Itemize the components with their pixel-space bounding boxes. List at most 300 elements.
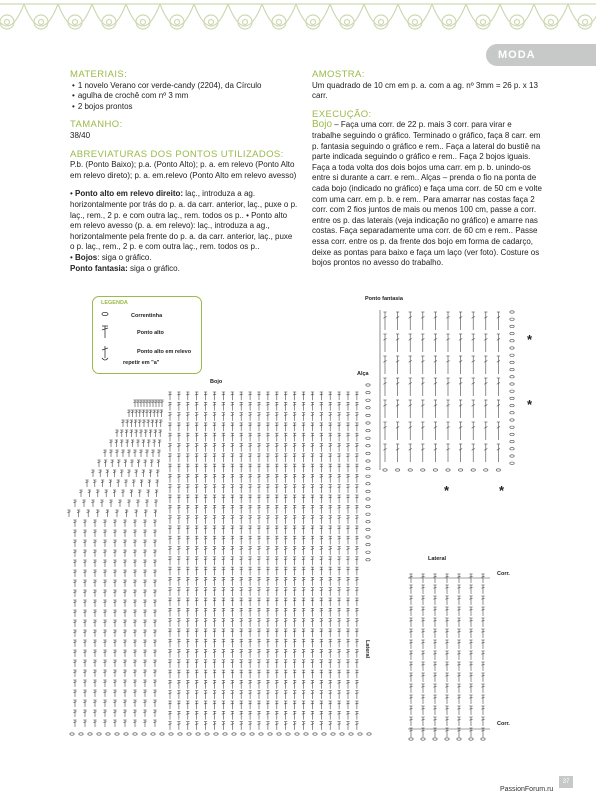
stitch-symbol [284, 505, 287, 513]
fantasia-text: siga o gráfico. [127, 263, 180, 273]
stitch-symbol [409, 444, 412, 462]
stitch-symbol [73, 650, 76, 657]
stitch-symbol [266, 464, 269, 472]
stitch-symbol [186, 536, 189, 544]
stitch-symbol [222, 485, 225, 493]
chain-symbol [510, 376, 514, 378]
stitch-symbol [186, 639, 189, 647]
stitch-symbol [433, 585, 436, 594]
stitch-symbol [320, 650, 323, 658]
stitch-symbol [355, 413, 358, 421]
label-alca: Alça [357, 371, 369, 377]
stitch-symbol [434, 378, 437, 396]
stitch-symbol [142, 410, 145, 417]
stitch-symbol [143, 700, 146, 707]
stitch-symbol [320, 444, 323, 452]
stitch-symbol [346, 557, 349, 565]
stitch-symbol [222, 433, 225, 441]
stitch-symbol [177, 619, 180, 627]
stitch-symbol [177, 464, 180, 472]
chain-symbol [241, 733, 245, 735]
stitch-symbol [275, 402, 278, 410]
stitch-symbol [469, 728, 472, 737]
stitch-symbol [257, 722, 260, 730]
stitch-symbol [186, 433, 189, 441]
stitch-symbol [93, 520, 96, 527]
stitch-symbol [83, 630, 86, 637]
stitch-symbol [293, 650, 296, 658]
stitch-symbol [346, 660, 349, 668]
stitch-symbol [469, 640, 472, 649]
chain-symbol [366, 467, 370, 469]
stitch-symbol [396, 378, 399, 396]
stitch-symbol [195, 444, 198, 452]
stitch-symbol [177, 598, 180, 606]
stitch-symbol [113, 540, 116, 547]
stitch-symbol [329, 598, 332, 606]
stitch-symbol [123, 630, 126, 637]
stitch-symbol [275, 722, 278, 730]
stitch-symbol [240, 464, 243, 472]
stitch-symbol [142, 420, 145, 427]
stitch-symbol [231, 722, 234, 730]
stitch-symbol [115, 450, 118, 457]
stitch-symbol [396, 334, 399, 352]
chain-symbol [340, 733, 344, 735]
stitch-symbol [133, 560, 136, 567]
stitch-symbol [222, 413, 225, 421]
stitch-symbol [284, 722, 287, 730]
stitch-symbol [83, 580, 86, 587]
stitch-symbol [257, 413, 260, 421]
stitch-symbol [257, 547, 260, 555]
stitch-symbol [153, 550, 156, 557]
bojos-paragraph: • Bojos: siga o gráfico. [70, 252, 152, 262]
chain-symbol [510, 426, 514, 428]
stitch-symbol [151, 420, 154, 427]
stitch-symbol [204, 598, 207, 606]
stitch-symbol [421, 585, 424, 594]
stitch-symbol [123, 670, 126, 677]
stitch-symbol [302, 670, 305, 678]
stitch-symbol [186, 608, 189, 616]
stitch-symbol [160, 410, 163, 417]
stitch-symbol [320, 722, 323, 730]
stitch-symbol [293, 413, 296, 421]
stitch-symbol [132, 480, 135, 487]
stitch-symbol [204, 423, 207, 431]
stitch-symbol [73, 550, 76, 557]
stitch-symbol [311, 608, 314, 616]
stitch-symbol [83, 650, 86, 657]
stitch-symbol [266, 413, 269, 421]
stitch-symbol [222, 722, 225, 730]
stitch-symbol [320, 619, 323, 627]
stitch-symbol [445, 695, 448, 704]
bojo-chart [67, 384, 371, 735]
chain-symbol [250, 733, 254, 735]
stitch-symbol [311, 670, 314, 678]
stitch-symbol [346, 567, 349, 575]
stitch-symbol [275, 413, 278, 421]
stitch-symbol [249, 629, 252, 637]
stitch-symbol [150, 460, 153, 467]
stitch-symbol [249, 526, 252, 534]
stitch-symbol [355, 650, 358, 658]
chain-symbol [322, 733, 326, 735]
stitch-symbol [497, 356, 500, 374]
stitch-symbol [249, 598, 252, 606]
stitch-symbol [275, 619, 278, 627]
stitch-symbol [445, 585, 448, 594]
stitch-symbol [320, 454, 323, 462]
stitch-symbol [329, 547, 332, 555]
stitch-symbol [284, 485, 287, 493]
stitch-symbol [311, 691, 314, 699]
stitch-symbol [113, 560, 116, 567]
stitch-symbol [204, 485, 207, 493]
stitch-symbol [338, 650, 341, 658]
stitch-symbol [136, 440, 139, 447]
stitch-symbol [355, 691, 358, 699]
stitch-symbol [204, 639, 207, 647]
stitch-symbol [153, 640, 156, 647]
stitch-symbol [142, 400, 145, 407]
stitch-symbol [469, 695, 472, 704]
stitch-symbol [421, 378, 424, 396]
stitch-symbol [109, 500, 112, 507]
watermark: PassionForum.ru [500, 786, 554, 793]
stitch-symbol [275, 444, 278, 452]
stitch-symbol [275, 670, 278, 678]
stitch-symbol [113, 610, 116, 617]
stitch-symbol [136, 500, 139, 507]
stitch-symbol [338, 444, 341, 452]
label-bojo: Bojo [210, 379, 223, 385]
stitch-symbol [445, 640, 448, 649]
stitch-symbol [338, 660, 341, 668]
stitch-symbol [311, 433, 314, 441]
stitch-symbol [346, 608, 349, 616]
stitch-symbol [204, 567, 207, 575]
stitch-symbol [320, 629, 323, 637]
stitch-symbol [338, 464, 341, 472]
stitch-symbol [231, 402, 234, 410]
stitch-symbol [240, 598, 243, 606]
stitch-symbol [421, 684, 424, 693]
stitch-symbol [103, 520, 106, 527]
stitch-symbol [177, 650, 180, 658]
stitch-symbol [93, 710, 96, 717]
stitch-symbol [168, 516, 171, 524]
stitch-symbol [346, 680, 349, 688]
stitch-symbol [457, 640, 460, 649]
stitch-symbol [142, 440, 145, 447]
stitch-symbol [266, 701, 269, 709]
stitch-symbol [481, 673, 484, 682]
stitch-symbol [222, 474, 225, 482]
stitch-symbol [355, 547, 358, 555]
stitch-symbol [213, 413, 216, 421]
stitch-symbol [143, 720, 146, 727]
stitch-symbol [240, 526, 243, 534]
stitch-symbol [222, 680, 225, 688]
chain-symbol [366, 559, 370, 561]
stitch-symbol [130, 430, 133, 437]
stitch-symbol [433, 596, 436, 605]
stitch-symbol [249, 711, 252, 719]
chain-symbol [510, 368, 514, 370]
stitch-symbol [249, 619, 252, 627]
stitch-symbol [133, 600, 136, 607]
stitch-symbol [159, 430, 162, 437]
stitch-symbol [168, 670, 171, 678]
stitch-symbol [168, 402, 171, 410]
ponto-relevo-title: Ponto alto em relevo direito: [75, 189, 184, 199]
stitch-symbol [275, 485, 278, 493]
stitch-symbol [293, 588, 296, 596]
stitch-symbol [153, 580, 156, 587]
stitch-symbol [355, 485, 358, 493]
stitch-symbol [123, 540, 126, 547]
chain-symbol [510, 462, 514, 464]
stitch-symbol [177, 608, 180, 616]
stitch-symbol [123, 570, 126, 577]
stitch-symbol [421, 596, 424, 605]
stitch-symbol [257, 557, 260, 565]
stitch-symbol [275, 536, 278, 544]
stitch-symbol [213, 444, 216, 452]
chain-symbol [366, 422, 370, 424]
stitch-symbol [195, 670, 198, 678]
stitch-symbol [103, 660, 106, 667]
stitch-symbol [133, 570, 136, 577]
stitch-symbol [240, 701, 243, 709]
stitch-symbol [481, 695, 484, 704]
stitch-symbol [168, 433, 171, 441]
stitch-symbol [266, 495, 269, 503]
stitch-symbol [213, 598, 216, 606]
stitch-symbol [155, 420, 158, 427]
stitch-symbol [168, 454, 171, 462]
stitch-symbol [457, 585, 460, 594]
stitch-symbol [396, 422, 399, 440]
stitch-symbol [240, 392, 243, 400]
stitch-symbol [459, 378, 462, 396]
stitch-symbol [222, 392, 225, 400]
stitch-symbol [186, 577, 189, 585]
stitch-symbol [249, 722, 252, 730]
stitch-symbol [168, 680, 171, 688]
stitch-symbol [231, 547, 234, 555]
stitch-symbol [125, 510, 128, 517]
stitch-symbol [311, 413, 314, 421]
stitch-symbol [168, 639, 171, 647]
stitch-symbol [257, 392, 260, 400]
chain-symbol [484, 469, 488, 471]
stitch-symbol [266, 536, 269, 544]
chain-symbol [349, 733, 353, 735]
stitch-symbol [153, 520, 156, 527]
stitch-symbol [433, 695, 436, 704]
stitch-symbol [284, 413, 287, 421]
ponto-relevo-paragraph: • Ponto alto em relevo direito: laç., introduza a ag. horizontalmente por trás do p. a. da carr. anterior, laç., puxe o p. laç., rem., 2 p. e com outra laç., rem. todos os p.. • Ponto alto em relevo avesso (p. a. em relevo): laç., introduza a ag., horizontalmente pela frente do p. a. da carr. anterior, laç., puxe o p. laç., rem., 2 p. e com outra laç., rem. todos os p.. [70, 189, 298, 252]
stitch-symbol [103, 700, 106, 707]
stitch-symbol [469, 629, 472, 638]
stitch-symbol [329, 577, 332, 585]
stitch-symbol [302, 650, 305, 658]
stitch-symbol [293, 444, 296, 452]
stitch-symbol [134, 420, 137, 427]
stitch-symbol [113, 630, 116, 637]
stitch-symbol [249, 588, 252, 596]
stitch-symbol [434, 334, 437, 352]
stitch-symbol [445, 684, 448, 693]
stitch-symbol [320, 577, 323, 585]
stitch-symbol [222, 639, 225, 647]
chain-symbol [510, 404, 514, 406]
stitch-symbol [257, 608, 260, 616]
stitch-symbol [177, 557, 180, 565]
stitch-symbol [346, 433, 349, 441]
stitch-symbol [257, 485, 260, 493]
stitch-symbol [320, 711, 323, 719]
stitch-symbol [231, 711, 234, 719]
stitch-symbol [153, 560, 156, 567]
stitch-symbol [346, 392, 349, 400]
stitch-symbol [138, 490, 141, 497]
stitch-symbol [83, 720, 86, 727]
stitch-symbol [284, 464, 287, 472]
stitch-symbol [320, 402, 323, 410]
stitch-symbol [302, 413, 305, 421]
stitch-symbol [177, 536, 180, 544]
stitch-symbol [143, 620, 146, 627]
stitch-symbol [177, 629, 180, 637]
stitch-symbol [355, 577, 358, 585]
stitch-symbol [329, 526, 332, 534]
stitch-symbol [143, 590, 146, 597]
stitch-symbol [177, 392, 180, 400]
stitch-symbol [195, 402, 198, 410]
stitch-symbol [195, 536, 198, 544]
stitch-symbol [186, 701, 189, 709]
stitch-symbol [126, 440, 129, 447]
stitch-symbol [293, 711, 296, 719]
stitch-symbol [186, 660, 189, 668]
stitch-symbol [213, 680, 216, 688]
stitch-symbol [213, 433, 216, 441]
stitch-symbol [195, 567, 198, 575]
stitch-symbol [204, 701, 207, 709]
stitch-symbol [123, 560, 126, 567]
stitch-symbol [83, 710, 86, 717]
stitch-symbol [186, 413, 189, 421]
stitch-symbol [204, 660, 207, 668]
stitch-symbol [73, 710, 76, 717]
stitch-symbol [311, 516, 314, 524]
stitch-symbol [133, 670, 136, 677]
stitch-symbol [83, 640, 86, 647]
stitch-symbol [231, 691, 234, 699]
stitch-symbol [338, 722, 341, 730]
stitch-symbol [123, 660, 126, 667]
stitch-symbol [91, 500, 94, 507]
star-marker: * [499, 483, 505, 498]
stitch-symbol [213, 474, 216, 482]
stitch-symbol [338, 557, 341, 565]
stitch-symbol [155, 490, 158, 497]
stitch-symbol [320, 547, 323, 555]
star-marker: * [527, 397, 533, 412]
stitch-symbol [123, 690, 126, 697]
stitch-symbol [103, 690, 106, 697]
stitch-symbol [222, 557, 225, 565]
stitch-symbol [320, 639, 323, 647]
stitch-symbol [222, 495, 225, 503]
stitch-symbol [204, 588, 207, 596]
chain-symbol [366, 551, 370, 553]
stitch-symbol [421, 640, 424, 649]
stitch-symbol [127, 500, 130, 507]
stitch-symbol [231, 516, 234, 524]
stitch-symbol [168, 598, 171, 606]
stitch-symbol [346, 701, 349, 709]
stitch-symbol [186, 444, 189, 452]
stitch-symbol [133, 650, 136, 657]
stitch-symbol [302, 423, 305, 431]
stitch-symbol [109, 480, 112, 487]
chain-symbol [510, 390, 514, 392]
stitch-symbol [302, 536, 305, 544]
stitch-symbol [123, 590, 126, 597]
stitch-symbol [143, 600, 146, 607]
stitch-symbol [109, 450, 112, 457]
stitch-symbol [284, 660, 287, 668]
stitch-symbol [302, 444, 305, 452]
stitch-symbol [138, 410, 141, 417]
chain-symbol [232, 733, 236, 735]
stitch-symbol [445, 618, 448, 627]
stitch-symbol [346, 588, 349, 596]
chain-symbol [366, 513, 370, 515]
stitch-symbol [91, 470, 94, 477]
stitch-symbol [186, 474, 189, 482]
stitch-symbol [457, 662, 460, 671]
stitch-symbol [113, 600, 116, 607]
stitch-symbol [383, 422, 386, 440]
stitch-symbol [113, 640, 116, 647]
stitch-symbol [346, 474, 349, 482]
stitch-symbol [222, 691, 225, 699]
stitch-symbol [266, 505, 269, 513]
page-number: 37 [559, 776, 573, 788]
stitch-symbol [123, 720, 126, 727]
stitch-symbol [113, 590, 116, 597]
stitch-symbol [329, 444, 332, 452]
chain-symbol [259, 733, 263, 735]
stitch-symbol [266, 691, 269, 699]
stitch-symbol [421, 444, 424, 462]
stitch-symbol [346, 526, 349, 534]
label-lateral-side: Lateral [364, 640, 370, 659]
stitch-symbol [293, 660, 296, 668]
stitch-symbol [73, 560, 76, 567]
stitch-symbol [311, 536, 314, 544]
stitch-symbol [302, 526, 305, 534]
stitch-symbol [284, 567, 287, 575]
chain-symbol [366, 475, 370, 477]
